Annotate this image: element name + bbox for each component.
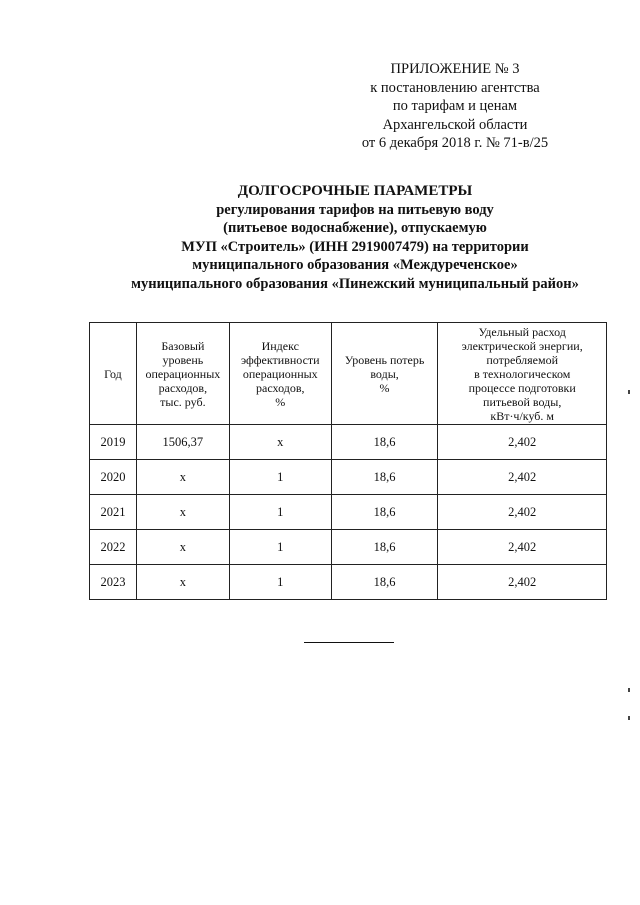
header-text: Базовый	[161, 338, 205, 353]
header-text: электрической энергии,	[461, 338, 583, 353]
closing-rule-divider	[304, 642, 394, 643]
scan-edge-mark	[628, 688, 630, 692]
cell-water-loss: 18,6	[331, 460, 438, 495]
appendix-title: ПРИЛОЖЕНИЕ № 3	[390, 61, 520, 77]
header-text: расходов,	[158, 380, 208, 395]
header-text: питьевой воды,	[483, 394, 562, 409]
cell-energy: 2,402	[438, 460, 607, 495]
header-text: процессе подготовки	[468, 380, 576, 395]
header-text: Уровень потерь	[344, 352, 425, 367]
header-text: операционных	[145, 366, 221, 381]
header-text: тыс. руб.	[160, 394, 206, 409]
cell-energy: 2,402	[438, 425, 607, 460]
header-efficiency-index	[229, 323, 331, 425]
table-row	[90, 460, 607, 495]
heading-title: ДОЛГОСРОЧНЫЕ ПАРАМЕТРЫ	[237, 183, 473, 199]
scan-edge-mark	[628, 390, 630, 394]
appendix-line: к постановлению агентства	[370, 79, 540, 96]
table-row	[90, 495, 607, 530]
heading-line: (питьевое водоснабжение), отпускаемую	[223, 220, 487, 236]
table-header-row	[90, 323, 607, 425]
header-energy-consumption	[438, 323, 607, 425]
cell-efficiency-index: 1	[229, 495, 331, 530]
table-row	[90, 425, 607, 460]
heading-line: МУП «Строитель» (ИНН 2919007479) на территории	[181, 238, 529, 255]
cell-water-loss: 18,6	[331, 495, 438, 530]
heading-line: муниципального образования «Междуреченское»	[192, 257, 518, 273]
cell-base-costs: х	[136, 530, 229, 565]
cell-year: 2021	[90, 495, 137, 530]
appendix-date-line: от 6 декабря 2018 г. № 71-в/25	[361, 135, 549, 151]
appendix-block	[340, 60, 570, 153]
cell-energy: 2,402	[438, 530, 607, 565]
cell-base-costs: х	[136, 460, 229, 495]
header-text: %	[379, 380, 390, 395]
scan-edge-mark	[628, 716, 630, 720]
header-year	[90, 323, 137, 425]
appendix-line: Архангельской области	[382, 116, 528, 133]
cell-base-costs: х	[136, 495, 229, 530]
header-text: воды,	[370, 366, 399, 381]
cell-year: 2022	[90, 530, 137, 565]
header-water-loss	[331, 323, 438, 425]
cell-efficiency-index: х	[229, 425, 331, 460]
cell-water-loss: 18,6	[331, 565, 438, 600]
header-text: расходов,	[256, 380, 305, 395]
cell-water-loss: 18,6	[331, 425, 438, 460]
heading-line: регулирования тарифов на питьевую воду	[216, 201, 494, 218]
header-text: Индекс	[261, 338, 299, 353]
cell-year: 2023	[90, 565, 137, 600]
header-text: эффективности	[240, 352, 320, 367]
cell-year: 2019	[90, 425, 137, 460]
heading-line: муниципального образования «Пинежский муниципальный район»	[131, 275, 579, 292]
table-row	[90, 530, 607, 565]
cell-efficiency-index: 1	[229, 460, 331, 495]
header-text: уровень	[162, 352, 204, 367]
document-heading	[60, 182, 640, 293]
header-text: в технологическом	[474, 366, 571, 381]
header-text: потребляемой	[486, 352, 558, 367]
cell-base-costs: 1506,37	[136, 425, 229, 460]
cell-efficiency-index: 1	[229, 565, 331, 600]
header-text: кВт·ч/куб. м	[490, 408, 555, 423]
cell-base-costs: х	[136, 565, 229, 600]
cell-efficiency-index: 1	[229, 530, 331, 565]
cell-year: 2020	[90, 460, 137, 495]
header-text: Год	[104, 366, 122, 381]
appendix-line: по тарифам и ценам	[392, 98, 518, 114]
header-text: операционных	[242, 366, 318, 381]
header-text: %	[275, 394, 286, 409]
header-text: Удельный расход	[478, 324, 566, 339]
cell-energy: 2,402	[438, 495, 607, 530]
header-base-costs	[136, 323, 229, 425]
cell-water-loss: 18,6	[331, 530, 438, 565]
table-row	[90, 565, 607, 600]
parameters-table	[89, 322, 607, 600]
cell-energy: 2,402	[438, 565, 607, 600]
